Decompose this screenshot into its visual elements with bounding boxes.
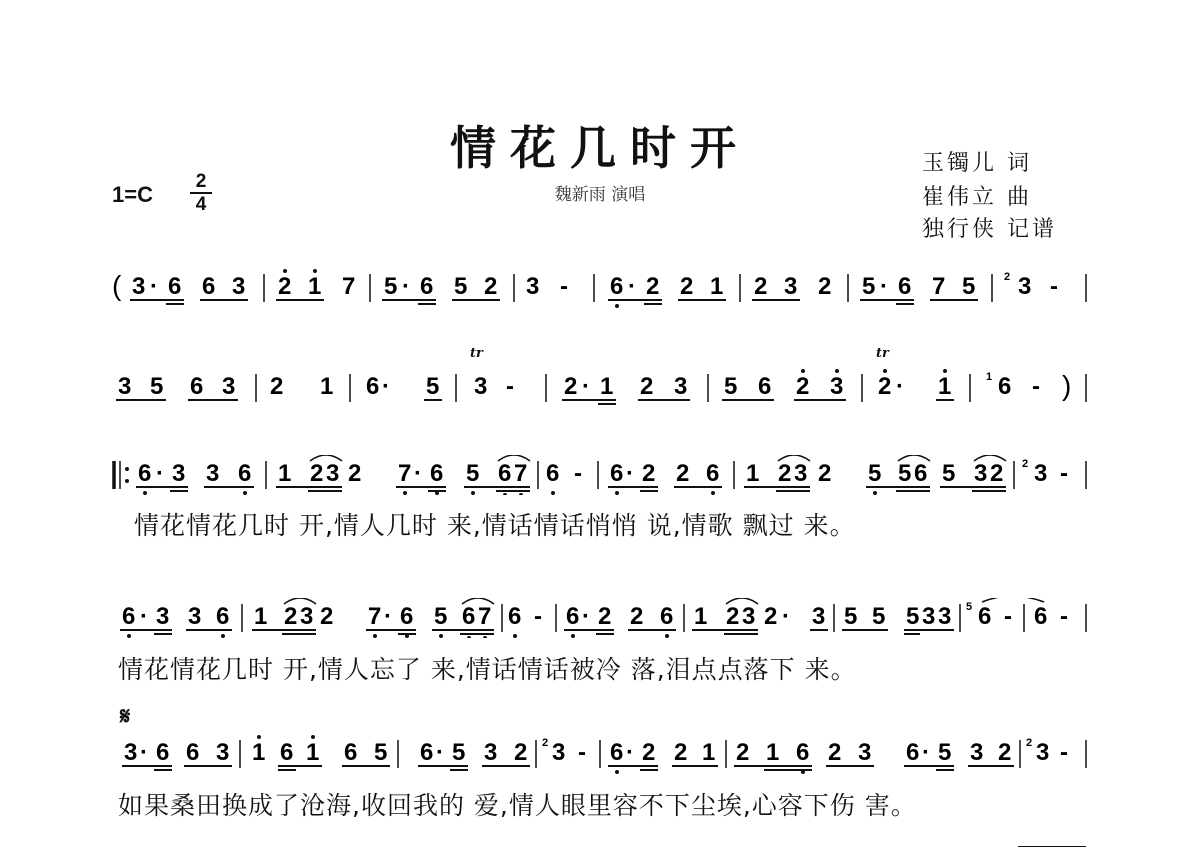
svg-text:3: 3 xyxy=(858,739,872,766)
svg-text:1: 1 xyxy=(766,739,780,766)
svg-text:·: · xyxy=(150,273,158,300)
svg-text:5: 5 xyxy=(966,601,973,613)
svg-text:2: 2 xyxy=(640,373,654,400)
svg-text:2: 2 xyxy=(646,273,660,300)
svg-text:3: 3 xyxy=(970,739,984,766)
svg-text:3: 3 xyxy=(132,273,146,300)
svg-text:2: 2 xyxy=(764,603,778,630)
svg-text:1: 1 xyxy=(278,460,292,487)
svg-text:3: 3 xyxy=(812,603,826,630)
svg-text:3: 3 xyxy=(922,603,936,630)
svg-text:6: 6 xyxy=(420,739,434,766)
svg-text:3: 3 xyxy=(552,739,566,766)
svg-text:2: 2 xyxy=(818,273,832,300)
svg-text:1: 1 xyxy=(306,739,320,766)
svg-text:3: 3 xyxy=(300,603,314,630)
svg-text:3: 3 xyxy=(172,460,186,487)
composer-credit: 崔伟立 曲 xyxy=(922,185,1032,210)
svg-text:3: 3 xyxy=(830,373,844,400)
svg-text:5: 5 xyxy=(868,460,882,487)
svg-text:1: 1 xyxy=(746,460,760,487)
svg-text:5: 5 xyxy=(452,739,466,766)
staff-line-5 xyxy=(0,734,1200,774)
svg-text:2: 2 xyxy=(642,460,656,487)
svg-text:·: · xyxy=(384,603,392,630)
svg-text:3: 3 xyxy=(1034,460,1048,487)
svg-text:3: 3 xyxy=(118,373,132,400)
svg-text:7: 7 xyxy=(932,273,946,300)
svg-text:5: 5 xyxy=(384,273,398,300)
svg-text:6: 6 xyxy=(186,739,200,766)
segno-sign: 𝄋 xyxy=(120,702,131,730)
svg-text:·: · xyxy=(626,460,634,487)
trill-mark: tr xyxy=(876,346,889,361)
staff-line-4 xyxy=(0,598,1200,638)
svg-text:·: · xyxy=(582,603,590,630)
svg-text:2: 2 xyxy=(828,739,842,766)
svg-text:1: 1 xyxy=(702,739,716,766)
svg-text:2: 2 xyxy=(990,460,1004,487)
svg-text:3: 3 xyxy=(474,373,488,400)
svg-text:6: 6 xyxy=(660,603,674,630)
svg-text:5: 5 xyxy=(150,373,164,400)
svg-text:5: 5 xyxy=(374,739,388,766)
svg-text:6: 6 xyxy=(400,603,414,630)
svg-text:·: · xyxy=(402,273,410,300)
svg-text:·: · xyxy=(156,460,164,487)
svg-text:-: - xyxy=(1060,739,1068,766)
singer-credit: 魏新雨 演唱 xyxy=(554,185,646,205)
svg-text:2: 2 xyxy=(878,373,892,400)
svg-text:-: - xyxy=(574,460,582,487)
svg-text:3: 3 xyxy=(784,273,798,300)
svg-text:2: 2 xyxy=(736,739,750,766)
svg-text:6: 6 xyxy=(610,460,624,487)
svg-text:2: 2 xyxy=(680,273,694,300)
key-signature: 1=C xyxy=(112,182,153,207)
svg-text:·: · xyxy=(922,739,930,766)
svg-text:6: 6 xyxy=(216,603,230,630)
svg-text:2: 2 xyxy=(1022,458,1029,470)
time-signature xyxy=(190,172,212,214)
svg-text:5: 5 xyxy=(962,273,976,300)
svg-text:2: 2 xyxy=(320,603,334,630)
svg-text:2: 2 xyxy=(998,739,1012,766)
svg-text:6: 6 xyxy=(138,460,152,487)
svg-text:2: 2 xyxy=(778,460,792,487)
svg-text:·: · xyxy=(582,373,590,400)
svg-text:1: 1 xyxy=(252,739,266,766)
transcriber-credit: 独行侠 记谱 xyxy=(922,217,1057,242)
svg-text:2: 2 xyxy=(676,460,690,487)
staff-line-3 xyxy=(0,455,1200,495)
svg-text:·: · xyxy=(628,273,636,300)
svg-text:6: 6 xyxy=(202,273,216,300)
svg-text:-: - xyxy=(578,739,586,766)
svg-text:6: 6 xyxy=(420,273,434,300)
svg-text:6: 6 xyxy=(1034,603,1048,630)
svg-text:·: · xyxy=(382,373,390,400)
svg-text:6: 6 xyxy=(610,273,624,300)
svg-text:2: 2 xyxy=(598,603,612,630)
svg-text:6: 6 xyxy=(610,739,624,766)
svg-text:5: 5 xyxy=(844,603,858,630)
svg-text:1: 1 xyxy=(254,603,268,630)
svg-text:3: 3 xyxy=(674,373,688,400)
svg-text:3: 3 xyxy=(232,273,246,300)
svg-text:7: 7 xyxy=(514,460,528,487)
svg-text:2: 2 xyxy=(542,737,549,749)
svg-text:6: 6 xyxy=(758,373,772,400)
lyric-line-1: 情花情花几时 开,情人几时 来,情话情话悄悄 说,情歌 飘过 来。 xyxy=(134,511,856,540)
svg-text:6: 6 xyxy=(978,603,992,630)
svg-text:5: 5 xyxy=(426,373,440,400)
staff-line-2 xyxy=(0,368,1200,408)
svg-text:6: 6 xyxy=(168,273,182,300)
trill-mark: tr xyxy=(470,346,483,361)
svg-text:6: 6 xyxy=(122,603,136,630)
svg-text:1: 1 xyxy=(600,373,614,400)
svg-text:1: 1 xyxy=(320,373,334,400)
svg-text:-: - xyxy=(1060,603,1068,630)
svg-text:): ) xyxy=(1062,370,1072,401)
svg-text:·: · xyxy=(414,460,422,487)
svg-text:6: 6 xyxy=(462,603,476,630)
svg-text:6: 6 xyxy=(156,739,170,766)
svg-text:6: 6 xyxy=(430,460,444,487)
svg-text:3: 3 xyxy=(216,739,230,766)
svg-text:5: 5 xyxy=(906,603,920,630)
svg-text:5: 5 xyxy=(862,273,876,300)
svg-text:6: 6 xyxy=(796,739,810,766)
svg-text:1: 1 xyxy=(694,603,708,630)
svg-text:6: 6 xyxy=(344,739,358,766)
svg-text:3: 3 xyxy=(156,603,170,630)
svg-text:7: 7 xyxy=(342,273,356,300)
svg-text:5: 5 xyxy=(466,460,480,487)
svg-text:·: · xyxy=(896,373,904,400)
svg-text:-: - xyxy=(1032,373,1040,400)
svg-text:7: 7 xyxy=(478,603,492,630)
svg-text:3: 3 xyxy=(326,460,340,487)
svg-text:-: - xyxy=(534,603,542,630)
svg-text:(: ( xyxy=(112,270,122,301)
svg-text:2: 2 xyxy=(1026,737,1033,749)
svg-text:6: 6 xyxy=(546,460,560,487)
svg-text:3: 3 xyxy=(222,373,236,400)
svg-text:6: 6 xyxy=(906,739,920,766)
time-signature-top: 2 xyxy=(195,171,207,192)
svg-text:3: 3 xyxy=(206,460,220,487)
svg-text:2: 2 xyxy=(630,603,644,630)
lyric-line-2: 情花情花几时 开,情人忘了 来,情话情话被冷 落,泪点点落下 来。 xyxy=(118,655,857,684)
svg-text:6: 6 xyxy=(498,460,512,487)
svg-text:3: 3 xyxy=(526,273,540,300)
time-signature-bottom: 4 xyxy=(195,194,207,215)
svg-text:2: 2 xyxy=(284,603,298,630)
svg-text:3: 3 xyxy=(938,603,952,630)
svg-text:2: 2 xyxy=(796,373,810,400)
svg-text:·: · xyxy=(626,739,634,766)
svg-text:1: 1 xyxy=(938,373,952,400)
svg-text:6: 6 xyxy=(914,460,928,487)
svg-text:·: · xyxy=(782,603,790,630)
svg-text:-: - xyxy=(1060,460,1068,487)
svg-text:3: 3 xyxy=(484,739,498,766)
svg-text:2: 2 xyxy=(642,739,656,766)
svg-text:3: 3 xyxy=(742,603,756,630)
svg-text:5: 5 xyxy=(872,603,886,630)
svg-text:3: 3 xyxy=(124,739,138,766)
svg-text:5: 5 xyxy=(434,603,448,630)
svg-text:-: - xyxy=(506,373,514,400)
svg-text:2: 2 xyxy=(1004,271,1011,283)
svg-text:7: 7 xyxy=(398,460,412,487)
svg-text:6: 6 xyxy=(566,603,580,630)
svg-text:6: 6 xyxy=(706,460,720,487)
lyric-line-3: 如果桑田换成了沧海,收回我的 爱,情人眼里容不下尘埃,心容下伤 害。 xyxy=(118,791,917,820)
svg-text:6: 6 xyxy=(366,373,380,400)
svg-text:2: 2 xyxy=(270,373,284,400)
svg-text:6: 6 xyxy=(508,603,522,630)
svg-text:6: 6 xyxy=(998,373,1012,400)
svg-text:2: 2 xyxy=(278,273,292,300)
svg-text:1: 1 xyxy=(710,273,724,300)
svg-text:2: 2 xyxy=(310,460,324,487)
svg-text:3: 3 xyxy=(794,460,808,487)
svg-text:6: 6 xyxy=(280,739,294,766)
svg-text:2: 2 xyxy=(674,739,688,766)
svg-text:6: 6 xyxy=(238,460,252,487)
svg-text:2: 2 xyxy=(514,739,528,766)
svg-text:5: 5 xyxy=(454,273,468,300)
svg-text:6: 6 xyxy=(898,273,912,300)
svg-text:2: 2 xyxy=(754,273,768,300)
svg-text:3: 3 xyxy=(974,460,988,487)
svg-text:5: 5 xyxy=(942,460,956,487)
lyricist-credit: 玉镯儿 词 xyxy=(922,151,1032,176)
svg-text:·: · xyxy=(880,273,888,300)
svg-text:1: 1 xyxy=(308,273,322,300)
svg-text:2: 2 xyxy=(348,460,362,487)
svg-text:3: 3 xyxy=(188,603,202,630)
svg-text:2: 2 xyxy=(564,373,578,400)
svg-text:·: · xyxy=(140,603,148,630)
svg-text:-: - xyxy=(1050,273,1058,300)
svg-text:2: 2 xyxy=(726,603,740,630)
svg-text:3: 3 xyxy=(1036,739,1050,766)
song-title: 情花几时开 xyxy=(450,121,750,175)
svg-text:-: - xyxy=(560,273,568,300)
svg-text:1: 1 xyxy=(986,371,993,383)
svg-text:2: 2 xyxy=(484,273,498,300)
svg-text:5: 5 xyxy=(724,373,738,400)
svg-text:5: 5 xyxy=(898,460,912,487)
svg-text:2: 2 xyxy=(818,460,832,487)
svg-text:·: · xyxy=(436,739,444,766)
svg-text:·: · xyxy=(140,739,148,766)
svg-text:3: 3 xyxy=(1018,273,1032,300)
staff-line-1 xyxy=(0,268,1200,308)
svg-text:5: 5 xyxy=(938,739,952,766)
svg-text:6: 6 xyxy=(190,373,204,400)
svg-text:-: - xyxy=(1004,603,1012,630)
footer-rule xyxy=(1018,846,1086,847)
svg-text:7: 7 xyxy=(368,603,382,630)
